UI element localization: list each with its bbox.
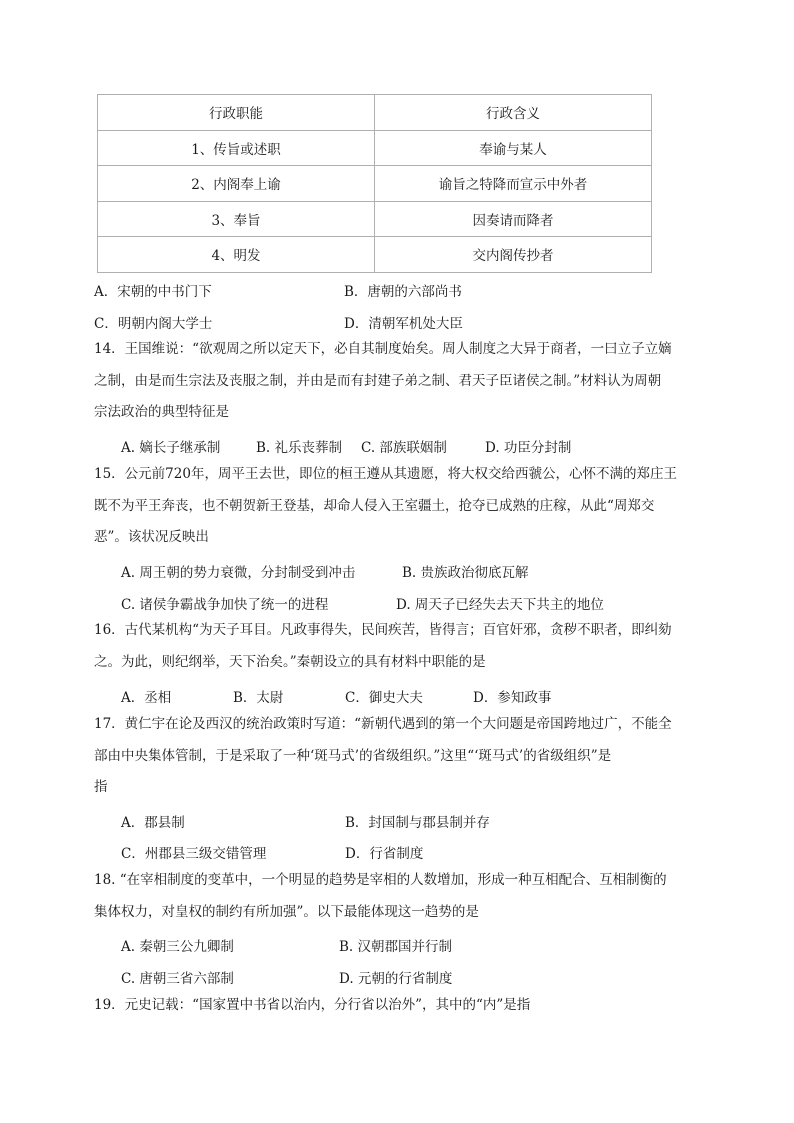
table-cell: 3、奉旨 bbox=[98, 201, 375, 237]
q14-option-c[interactable]: C. 部族联姻制 bbox=[361, 440, 447, 456]
table-row bbox=[98, 201, 652, 237]
q15-stem bbox=[94, 459, 704, 554]
table-header-cell: 行政职能 bbox=[98, 95, 375, 131]
q16-option-b[interactable]: B．太尉 bbox=[233, 690, 284, 706]
q15-option-a[interactable]: A. 周王朝的势力衰微，分封制受到冲击 bbox=[121, 565, 356, 581]
q16-line: 之。为此，则纪纲举，天下治矣。”秦朝设立的具有材料中职能的是 bbox=[94, 653, 486, 670]
q15-option-b[interactable]: B. 贵族政治彻底瓦解 bbox=[402, 565, 529, 581]
q14-option-a[interactable]: A. 嫡长子继承制 bbox=[121, 440, 221, 456]
q17-line: 17．黄仁宇在论及西汉的统治政策时写道：“新朝代遇到的第一个大问题是帝国跨地过广，不能全 bbox=[94, 716, 672, 732]
q18-line: 18. “在宰相制度的变革中，一个明显的趋势是宰相的人数增加，形成一种互相配合、互相制衡的 bbox=[94, 872, 667, 888]
q13-option-a[interactable]: A．宋朝的中书门下 bbox=[94, 284, 212, 300]
q16-option-d[interactable]: D．参知政事 bbox=[473, 690, 552, 706]
table-row bbox=[98, 237, 652, 273]
q15-line: 恶”。该状况反映出 bbox=[94, 529, 209, 545]
q18-option-a[interactable]: A. 秦朝三公九卿制 bbox=[121, 939, 234, 955]
q13-option-b[interactable]: B．唐朝的六部尚书 bbox=[344, 284, 462, 300]
q17-option-c[interactable]: C．州郡县三级交错管理 bbox=[121, 846, 267, 862]
table-header-cell: 行政含义 bbox=[375, 95, 652, 131]
table-cell: 1、传旨或述职 bbox=[98, 130, 375, 166]
q15-option-c[interactable]: C. 诸侯争霸战争加快了统一的进程 bbox=[121, 597, 329, 613]
q17-option-d[interactable]: D．行省制度 bbox=[345, 846, 424, 862]
table-cell: 因奏请而降者 bbox=[375, 201, 652, 237]
table-cell: 2、内阁奉上谕 bbox=[98, 166, 375, 202]
q17-option-a[interactable]: A．郡县制 bbox=[121, 815, 185, 831]
table-cell: 交内阁传抄者 bbox=[375, 237, 652, 273]
q15-line: 既不为平王奔丧，也不朝贺新王登基，却命人侵入王室疆土，抢夺已成熟的庄稼，从此“周郑交 bbox=[94, 497, 655, 514]
q13-option-c[interactable]: C．明朝内阁大学士 bbox=[94, 316, 213, 332]
q14-option-b[interactable]: B. 礼乐丧葬制 bbox=[256, 440, 343, 456]
reference-table bbox=[97, 94, 652, 273]
q16-option-c[interactable]: C．御史大夫 bbox=[345, 690, 423, 706]
q16-stem bbox=[94, 615, 704, 678]
q14-line: 14．王国维说：“欲观周之所以定天下，必自其制度始矣。周人制度之大异于商者，一曰立子立嫡 bbox=[94, 341, 672, 357]
q15-option-d[interactable]: D. 周天子已经失去天下共主的地位 bbox=[396, 597, 604, 613]
table-row bbox=[98, 130, 652, 166]
q16-line: 16．古代某机构“为天子耳目。凡政事得失，民间疾苦，皆得言；百官奸邪，贪秽不职者，即纠劾 bbox=[94, 622, 672, 638]
q14-option-d[interactable]: D. 功臣分封制 bbox=[485, 440, 572, 456]
q13-option-d[interactable]: D．清朝军机处大臣 bbox=[344, 316, 463, 332]
q15-line: 15．公元前720年，周平王去世，即位的桓王遵从其遗愿，将大权交给西虢公，心怀不满的郑庄王 bbox=[94, 466, 677, 482]
q18-stem bbox=[94, 865, 704, 928]
q17-line: 指 bbox=[94, 779, 108, 795]
q16-option-a[interactable]: A．丞相 bbox=[121, 690, 172, 706]
q19-stem bbox=[94, 990, 704, 1022]
table-cell: 奉谕与某人 bbox=[375, 130, 652, 166]
q14-line: 之制，由是而生宗法及丧服之制，并由是而有封建子弟之制、君天子臣诸侯之制。”材料认为周朝 bbox=[94, 372, 662, 389]
q18-line: 集体权力，对皇权的制约有所加强”。以下最能体现这一趋势的是 bbox=[94, 903, 479, 920]
q18-option-d[interactable]: D. 元朝的行省制度 bbox=[339, 971, 453, 987]
q19-line: 19．元史记载：“国家置中书省以治内，分行省以治外”，其中的“内”是指 bbox=[94, 997, 531, 1013]
q18-option-c[interactable]: C. 唐朝三省六部制 bbox=[121, 971, 234, 987]
table-header-row bbox=[98, 95, 652, 131]
q17-line: 部由中央集体管制，于是采取了一种‘斑马式’的省级组织。”这里“‘斑马式’的省级组织”是 bbox=[94, 747, 612, 764]
q17-option-b[interactable]: B．封国制与郡县制并存 bbox=[345, 815, 490, 831]
q18-option-b[interactable]: B. 汉朝郡国并行制 bbox=[339, 939, 453, 955]
q17-stem bbox=[94, 709, 704, 804]
table-cell: 谕旨之特降而宣示中外者 bbox=[375, 166, 652, 202]
q14-stem bbox=[94, 334, 704, 429]
table-cell: 4、明发 bbox=[98, 237, 375, 273]
table-row bbox=[98, 166, 652, 202]
q14-line: 宗法政治的典型特征是 bbox=[94, 404, 229, 420]
